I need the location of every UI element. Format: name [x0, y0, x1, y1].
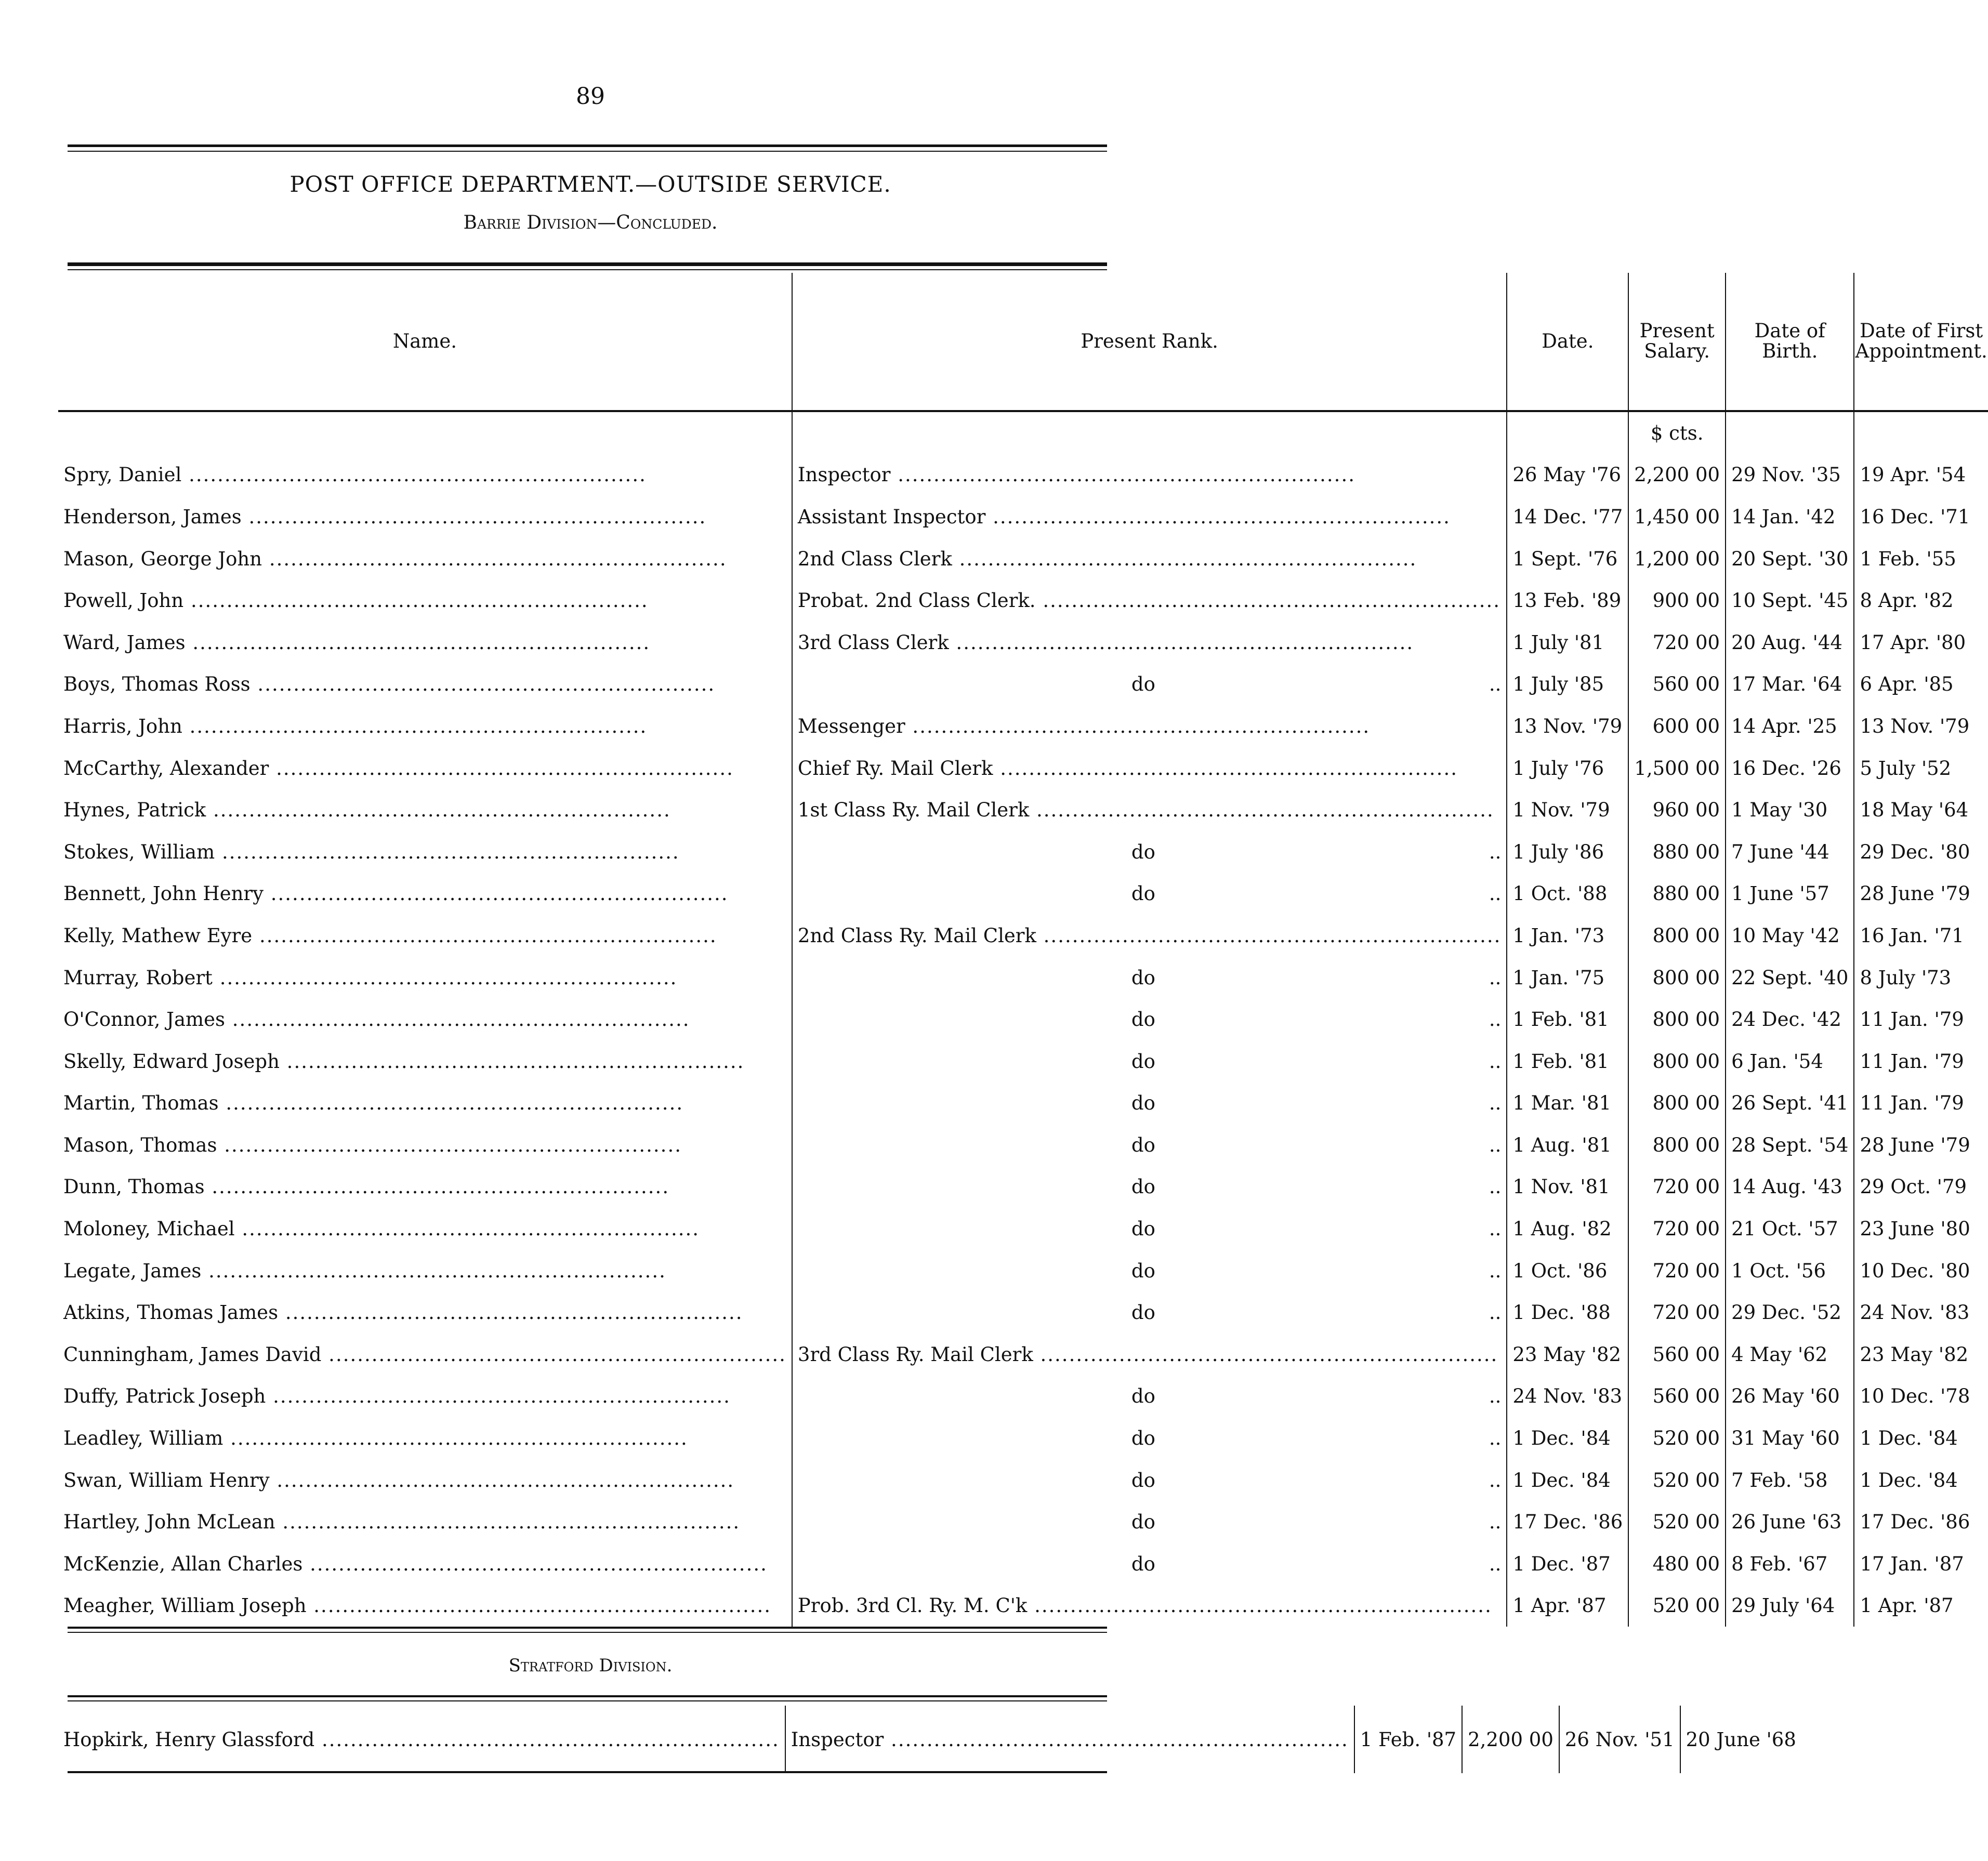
cell-name: Spry, Daniel ..... [58, 454, 792, 496]
cell-birth: 17 Mar. '64 [1726, 664, 1854, 706]
cell-first-appointment: 8 July '73 [1854, 957, 1987, 999]
cell-date: 1 Aug. '81 [1507, 1124, 1628, 1166]
cell-birth: 6 Jan. '54 [1726, 1040, 1854, 1083]
table-row [58, 496, 1988, 538]
cell-date: 1 Jan. '75 [1507, 957, 1628, 999]
cell-rank: do .. [792, 1501, 1507, 1543]
header-rule-thin [68, 269, 1107, 270]
cell-birth: 14 Aug. '43 [1726, 1166, 1854, 1208]
cell-name: Meagher, William Joseph ..... [58, 1585, 792, 1627]
page-title: POST OFFICE DEPARTMENT.—OUTSIDE SERVICE. [289, 171, 891, 197]
cell-rank: Chief Ry. Mail Clerk ..... [792, 747, 1507, 789]
cell-date: 1 Aug. '82 [1507, 1208, 1628, 1250]
cell-salary: 1,450 00 [1628, 496, 1726, 538]
cell-name: McKenzie, Allan Charles ..... [58, 1543, 792, 1585]
cell-rank: do .. [792, 1124, 1507, 1166]
cell-salary: 800 00 [1628, 1040, 1726, 1083]
table-row [58, 1459, 1988, 1501]
cell-rank: Probat. 2nd Class Clerk. ..... [792, 579, 1507, 622]
table-row [58, 1417, 1988, 1459]
table-row [58, 538, 1988, 580]
cell-rank: do .. [792, 998, 1507, 1040]
cell-name: Powell, John ..... [58, 579, 792, 622]
cell-rank: Inspector ..... [785, 1706, 1354, 1773]
cell-rank: Inspector ..... [792, 454, 1507, 496]
cell-birth: 7 June '44 [1726, 831, 1854, 873]
cell-date: 1 Dec. '84 [1507, 1417, 1628, 1459]
cell-birth: 26 Nov. '51 [1559, 1706, 1680, 1773]
cell-salary: 1,200 00 [1628, 538, 1726, 580]
table-row [58, 622, 1988, 664]
cell-birth: 26 Sept. '41 [1726, 1083, 1854, 1125]
table-row [58, 831, 1988, 873]
cell-birth: 31 May '60 [1726, 1417, 1854, 1459]
cell-date: 1 Dec. '87 [1507, 1543, 1628, 1585]
table-row [58, 1083, 1988, 1125]
cell-rank: do .. [792, 873, 1507, 915]
header-rule-thick [68, 262, 1107, 266]
cell-salary: 720 00 [1628, 1291, 1726, 1334]
cell-name: Moloney, Michael ..... [58, 1208, 792, 1250]
cell-rank: do .. [792, 831, 1507, 873]
cell-name: Swan, William Henry ..... [58, 1459, 792, 1501]
cell-salary: 720 00 [1628, 1166, 1726, 1208]
cell-name: Mason, Thomas ..... [58, 1124, 792, 1166]
cell-name: Hopkirk, Henry Glassford ..... [58, 1706, 785, 1773]
cell-date: 13 Feb. '89 [1507, 579, 1628, 622]
table-row [58, 1250, 1988, 1292]
division-subtitle: Barrie Division—Concluded. [463, 212, 718, 233]
cell-birth: 1 June '57 [1726, 873, 1854, 915]
cell-date: 1 Feb. '87 [1354, 1706, 1462, 1773]
cell-salary: 720 00 [1628, 622, 1726, 664]
table-row [58, 915, 1988, 957]
cell-first-appointment: 10 Dec. '80 [1854, 1250, 1987, 1292]
table-row [58, 1501, 1988, 1543]
cell-name: Dunn, Thomas ..... [58, 1166, 792, 1208]
cell-first-appointment: 6 Apr. '85 [1854, 664, 1987, 706]
section-rule-2 [68, 1632, 1107, 1633]
cell-date: 1 Mar. '81 [1507, 1083, 1628, 1125]
table-row [58, 1334, 1988, 1376]
header-birth: Date of Birth. [1726, 273, 1854, 411]
header-name: Name. [58, 273, 792, 411]
cell-first-appointment: 11 Jan. '79 [1854, 998, 1987, 1040]
cell-name: Ward, James ..... [58, 622, 792, 664]
table-row [58, 1208, 1988, 1250]
cell-name: Harris, John ..... [58, 705, 792, 747]
cell-birth: 29 Nov. '35 [1726, 454, 1854, 496]
cell-date: 1 Dec. '84 [1507, 1459, 1628, 1501]
cell-rank: do .. [792, 1417, 1507, 1459]
table-row [58, 1585, 1988, 1627]
cell-name: Cunningham, James David ..... [58, 1334, 792, 1376]
cell-rank: Messenger ..... [792, 705, 1507, 747]
cell-rank: do .. [792, 957, 1507, 999]
cell-salary: 800 00 [1628, 915, 1726, 957]
cell-salary: 520 00 [1628, 1459, 1726, 1501]
cell-first-appointment: 17 Apr. '80 [1854, 622, 1987, 664]
cell-name: Henderson, James ..... [58, 496, 792, 538]
table-header-row [58, 273, 1988, 411]
cell-birth: 24 Dec. '42 [1726, 998, 1854, 1040]
cell-salary: 880 00 [1628, 873, 1726, 915]
cell-name: Hynes, Patrick ..... [58, 789, 792, 831]
cell-first-appointment: 24 Nov. '83 [1854, 1291, 1987, 1334]
cell-salary: 800 00 [1628, 957, 1726, 999]
cell-date: 26 May '76 [1507, 454, 1628, 496]
cell-salary: 800 00 [1628, 998, 1726, 1040]
salary-units: $ cts. [1628, 411, 1726, 454]
table-row [58, 1543, 1988, 1585]
cell-rank: 3rd Class Clerk ..... [792, 622, 1507, 664]
cell-rank: do .. [792, 1376, 1507, 1418]
cell-date: 24 Nov. '83 [1507, 1376, 1628, 1418]
cell-first-appointment: 1 Feb. '55 [1854, 538, 1987, 580]
table-row [58, 1124, 1988, 1166]
cell-name: Atkins, Thomas James ..... [58, 1291, 792, 1334]
cell-salary: 560 00 [1628, 1376, 1726, 1418]
cell-salary: 520 00 [1628, 1501, 1726, 1543]
cell-birth: 16 Dec. '26 [1726, 747, 1854, 789]
cell-salary: 600 00 [1628, 705, 1726, 747]
cell-name: O'Connor, James ..... [58, 998, 792, 1040]
cell-rank: do .. [792, 1166, 1507, 1208]
cell-birth: 8 Feb. '67 [1726, 1543, 1854, 1585]
cell-first-appointment: 5 July '52 [1854, 747, 1987, 789]
table-row [58, 1166, 1988, 1208]
cell-first-appointment: 13 Nov. '79 [1854, 705, 1987, 747]
top-rule-thin [68, 151, 1107, 152]
barrie-staff-table [58, 273, 1988, 1627]
cell-birth: 21 Oct. '57 [1726, 1208, 1854, 1250]
cell-rank: do .. [792, 1040, 1507, 1083]
cell-first-appointment: 29 Dec. '80 [1854, 831, 1987, 873]
cell-date: 1 Oct. '86 [1507, 1250, 1628, 1292]
cell-first-appointment: 19 Apr. '54 [1854, 454, 1987, 496]
stratford-staff-table [58, 1706, 1801, 1773]
cell-name: Kelly, Mathew Eyre ..... [58, 915, 792, 957]
cell-salary: 720 00 [1628, 1250, 1726, 1292]
page-number: 89 [576, 83, 605, 110]
cell-first-appointment: 17 Dec. '86 [1854, 1501, 1987, 1543]
cell-salary: 480 00 [1628, 1543, 1726, 1585]
cell-salary: 520 00 [1628, 1585, 1726, 1627]
stratford-rule-thick [68, 1695, 1107, 1697]
cell-date: 17 Dec. '86 [1507, 1501, 1628, 1543]
cell-date: 1 July '81 [1507, 622, 1628, 664]
table-row [58, 664, 1988, 706]
cell-date: 1 Feb. '81 [1507, 998, 1628, 1040]
cell-salary: 900 00 [1628, 579, 1726, 622]
cell-date: 1 July '76 [1507, 747, 1628, 789]
cell-first-appointment: 29 Oct. '79 [1854, 1166, 1987, 1208]
cell-birth: 22 Sept. '40 [1726, 957, 1854, 999]
cell-name: Duffy, Patrick Joseph ..... [58, 1376, 792, 1418]
cell-rank: 2nd Class Clerk ..... [792, 538, 1507, 580]
cell-name: Martin, Thomas ..... [58, 1083, 792, 1125]
cell-birth: 10 Sept. '45 [1726, 579, 1854, 622]
cell-date: 1 Feb. '81 [1507, 1040, 1628, 1083]
cell-first-appointment: 8 Apr. '82 [1854, 579, 1987, 622]
cell-date: 1 Dec. '88 [1507, 1291, 1628, 1334]
table-row [58, 1291, 1988, 1334]
cell-name: Boys, Thomas Ross ..... [58, 664, 792, 706]
section-rule-1 [68, 1627, 1107, 1629]
header-salary: Present Salary. [1628, 273, 1726, 411]
cell-first-appointment: 20 June '68 [1680, 1706, 1801, 1773]
cell-first-appointment: 28 June '79 [1854, 1124, 1987, 1166]
cell-rank: do .. [792, 1208, 1507, 1250]
cell-first-appointment: 23 June '80 [1854, 1208, 1987, 1250]
cell-first-appointment: 16 Jan. '71 [1854, 915, 1987, 957]
cell-salary: 960 00 [1628, 789, 1726, 831]
header-date: Date. [1507, 273, 1628, 411]
cell-first-appointment: 11 Jan. '79 [1854, 1083, 1987, 1125]
header-first-appointment: Date of First Appointment. [1854, 273, 1987, 411]
cell-birth: 1 May '30 [1726, 789, 1854, 831]
cell-salary: 520 00 [1628, 1417, 1726, 1459]
cell-date: 14 Dec. '77 [1507, 496, 1628, 538]
cell-rank: do .. [792, 1459, 1507, 1501]
cell-date: 1 July '85 [1507, 664, 1628, 706]
cell-birth: 28 Sept. '54 [1726, 1124, 1854, 1166]
table-row [58, 705, 1988, 747]
table-row [58, 789, 1988, 831]
cell-name: Mason, George John ..... [58, 538, 792, 580]
cell-birth: 14 Jan. '42 [1726, 496, 1854, 538]
cell-first-appointment: 11 Jan. '79 [1854, 1040, 1987, 1083]
cell-birth: 4 May '62 [1726, 1334, 1854, 1376]
cell-date: 1 July '86 [1507, 831, 1628, 873]
table-row [58, 1040, 1988, 1083]
cell-rank: 2nd Class Ry. Mail Clerk ..... [792, 915, 1507, 957]
cell-first-appointment: 28 June '79 [1854, 873, 1987, 915]
cell-salary: 880 00 [1628, 831, 1726, 873]
cell-rank: Assistant Inspector ..... [792, 496, 1507, 538]
cell-name: Murray, Robert ..... [58, 957, 792, 999]
cell-date: 13 Nov. '79 [1507, 705, 1628, 747]
cell-first-appointment: 17 Jan. '87 [1854, 1543, 1987, 1585]
top-rule-thick [68, 144, 1107, 147]
table-row [58, 873, 1988, 915]
table-row [58, 747, 1988, 789]
units-row [58, 411, 1988, 454]
cell-rank: Prob. 3rd Cl. Ry. M. C'k ..... [792, 1585, 1507, 1627]
table-row [58, 1706, 1801, 1773]
cell-salary: 800 00 [1628, 1083, 1726, 1125]
cell-name: Leadley, William ..... [58, 1417, 792, 1459]
table-row [58, 454, 1988, 496]
bottom-rule [68, 1771, 1107, 1773]
cell-first-appointment: 18 May '64 [1854, 789, 1987, 831]
cell-birth: 29 Dec. '52 [1726, 1291, 1854, 1334]
stratford-rule-thin [68, 1700, 1107, 1701]
table-row [58, 1376, 1988, 1418]
cell-name: Legate, James ..... [58, 1250, 792, 1292]
cell-name: Stokes, William ..... [58, 831, 792, 873]
cell-rank: do .. [792, 1250, 1507, 1292]
cell-name: Bennett, John Henry ..... [58, 873, 792, 915]
stratford-division-title: Stratford Division. [508, 1655, 673, 1676]
cell-birth: 20 Sept. '30 [1726, 538, 1854, 580]
header-rank: Present Rank. [792, 273, 1507, 411]
cell-birth: 26 June '63 [1726, 1501, 1854, 1543]
cell-rank: 3rd Class Ry. Mail Clerk ..... [792, 1334, 1507, 1376]
cell-rank: 1st Class Ry. Mail Clerk ..... [792, 789, 1507, 831]
cell-rank: do .. [792, 1291, 1507, 1334]
table-body [58, 411, 1988, 1627]
table-row [58, 957, 1988, 999]
cell-date: 1 Oct. '88 [1507, 873, 1628, 915]
cell-birth: 7 Feb. '58 [1726, 1459, 1854, 1501]
cell-first-appointment: 16 Dec. '71 [1854, 496, 1987, 538]
cell-date: 1 Sept. '76 [1507, 538, 1628, 580]
cell-birth: 20 Aug. '44 [1726, 622, 1854, 664]
cell-salary: 1,500 00 [1628, 747, 1726, 789]
cell-salary: 2,200 00 [1628, 454, 1726, 496]
cell-date: 1 Jan. '73 [1507, 915, 1628, 957]
cell-name: McCarthy, Alexander ..... [58, 747, 792, 789]
cell-salary: 720 00 [1628, 1208, 1726, 1250]
cell-first-appointment: 10 Dec. '78 [1854, 1376, 1987, 1418]
cell-birth: 10 May '42 [1726, 915, 1854, 957]
cell-first-appointment: 1 Dec. '84 [1854, 1417, 1987, 1459]
cell-first-appointment: 1 Apr. '87 [1854, 1585, 1987, 1627]
cell-birth: 1 Oct. '56 [1726, 1250, 1854, 1292]
cell-rank: do .. [792, 1543, 1507, 1585]
cell-birth: 14 Apr. '25 [1726, 705, 1854, 747]
cell-date: 1 Apr. '87 [1507, 1585, 1628, 1627]
cell-rank: do .. [792, 664, 1507, 706]
cell-birth: 29 July '64 [1726, 1585, 1854, 1627]
cell-name: Skelly, Edward Joseph ..... [58, 1040, 792, 1083]
table-row [58, 579, 1988, 622]
cell-first-appointment: 23 May '82 [1854, 1334, 1987, 1376]
cell-date: 23 May '82 [1507, 1334, 1628, 1376]
cell-date: 1 Nov. '81 [1507, 1166, 1628, 1208]
cell-salary: 560 00 [1628, 1334, 1726, 1376]
cell-rank: do .. [792, 1083, 1507, 1125]
cell-salary: 560 00 [1628, 664, 1726, 706]
cell-birth: 26 May '60 [1726, 1376, 1854, 1418]
cell-date: 1 Nov. '79 [1507, 789, 1628, 831]
table-row [58, 998, 1988, 1040]
cell-first-appointment: 1 Dec. '84 [1854, 1459, 1987, 1501]
cell-name: Hartley, John McLean ..... [58, 1501, 792, 1543]
cell-salary: 800 00 [1628, 1124, 1726, 1166]
cell-salary: 2,200 00 [1462, 1706, 1559, 1773]
